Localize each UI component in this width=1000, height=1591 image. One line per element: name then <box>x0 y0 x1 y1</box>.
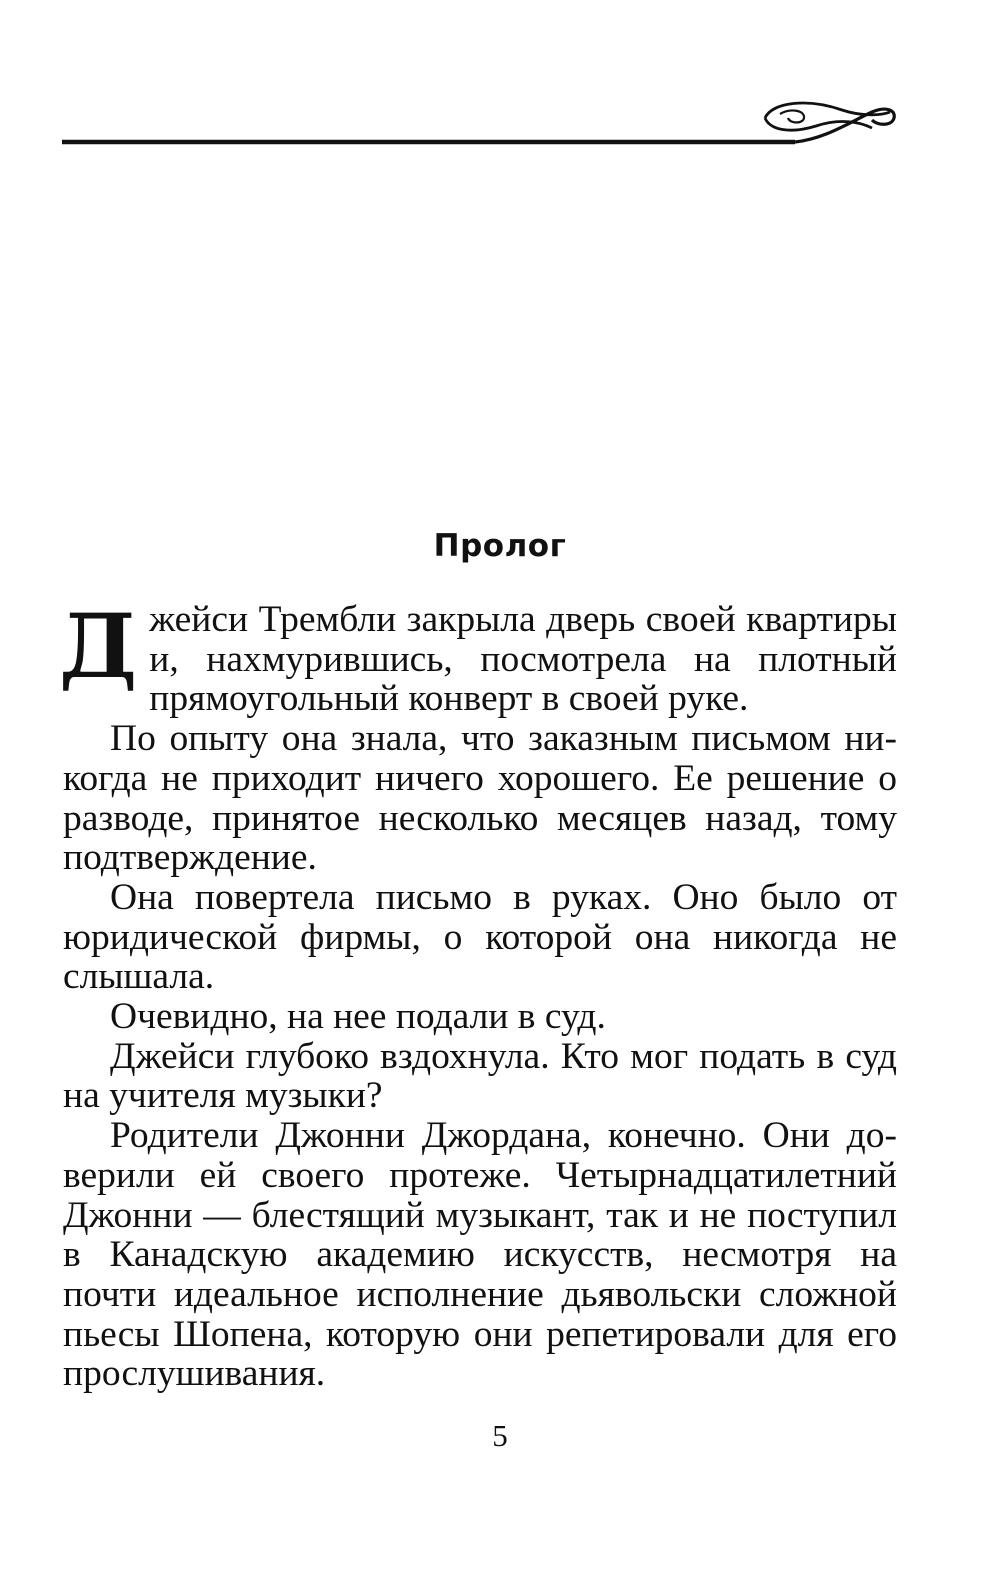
chapter-title: Пролог <box>433 528 567 564</box>
paragraph-3: Она повертела письмо в руках. Оно было от юридической фирмы, о которой она никогда не слышала. <box>63 876 897 998</box>
drop-cap: Д <box>59 594 138 698</box>
paragraph-1 <box>59 594 897 720</box>
paragraph-6: Родители Джонни Джордана, конечно. Они доверили ей своего протеже. Четырнадцатилетний Джонни — блестящий музыкант, так и не поступил в Канадскую академию искусств, несмотря на почти идеальное исполнение дьявольски сложной пьесы Шопена, которую они репетировали для его прослушивания. <box>63 1115 897 1395</box>
chapter-text <box>59 594 897 1395</box>
paragraph-2: По опыту она знала, что заказным письмом никогда не приходит ничего хорошего. Ее решение о разводе, принятое несколько месяцев назад, тому подтверждение. <box>63 718 897 879</box>
paragraph-4: Очевидно, на нее подали в суд. <box>110 996 606 1038</box>
paragraph-5: Джейси глубоко вздохнула. Кто мог подать в суд на учителя музыки? <box>63 1035 897 1117</box>
flourish-divider-icon <box>60 92 900 152</box>
paragraph-text: жейси Трембли закрыла дверь своей квартиры и, нахмурившись, посмотрела на плотный прямоугольный конверт в своей руке. <box>149 599 897 720</box>
page-number: 5 <box>492 1418 508 1453</box>
flourish-inner-swirl <box>780 111 804 123</box>
flourish-upper-loop <box>765 103 890 118</box>
